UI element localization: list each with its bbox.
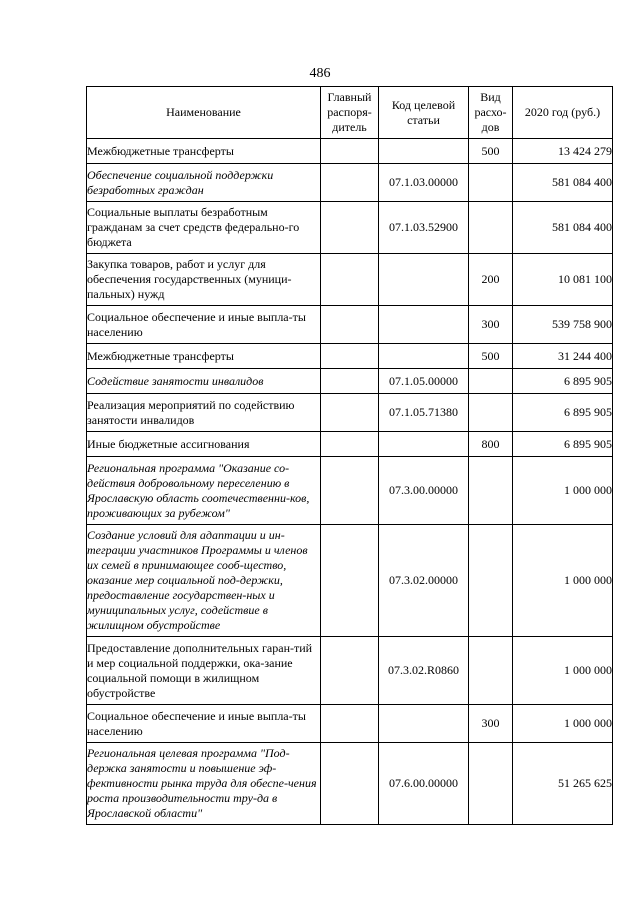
row-type <box>469 394 513 432</box>
row-name: Межбюджетные трансферты <box>87 139 321 164</box>
row-code: 07.6.00.00000 <box>379 743 469 825</box>
row-name: Иные бюджетные ассигнования <box>87 432 321 457</box>
row-code: 07.3.02.00000 <box>379 525 469 637</box>
header-code: Код целевой статьи <box>379 87 469 139</box>
table-row <box>87 432 613 457</box>
row-amount: 1 000 000 <box>513 457 613 525</box>
row-name: Содействие занятости инвалидов <box>87 369 321 394</box>
row-code: 07.1.05.71380 <box>379 394 469 432</box>
row-code <box>379 139 469 164</box>
row-code <box>379 344 469 369</box>
table-body <box>87 139 613 825</box>
row-amount: 1 000 000 <box>513 637 613 705</box>
table-row <box>87 525 613 637</box>
row-amount: 6 895 905 <box>513 369 613 394</box>
table-row <box>87 743 613 825</box>
row-name: Межбюджетные трансферты <box>87 344 321 369</box>
row-name: Социальное обеспечение и иные выпла-ты населению <box>87 306 321 344</box>
row-name: Создание условий для адаптации и ин-теграции участников Программы и членов их семей в принимающее сооб-щество, оказание мер социальной под-держки, предоставление государствен-ных и муниципальных услуг, содействие в жилищном обустройстве <box>87 525 321 637</box>
table-row <box>87 457 613 525</box>
row-amount: 539 758 900 <box>513 306 613 344</box>
table-row <box>87 344 613 369</box>
row-amount: 10 081 100 <box>513 254 613 306</box>
row-admin <box>321 306 379 344</box>
row-amount: 1 000 000 <box>513 705 613 743</box>
table-row <box>87 306 613 344</box>
row-code: 07.3.02.R0860 <box>379 637 469 705</box>
row-amount: 31 244 400 <box>513 344 613 369</box>
table-row <box>87 254 613 306</box>
row-amount: 581 084 400 <box>513 164 613 202</box>
row-type: 200 <box>469 254 513 306</box>
row-code <box>379 432 469 457</box>
row-type <box>469 164 513 202</box>
row-admin <box>321 369 379 394</box>
row-admin <box>321 743 379 825</box>
row-admin <box>321 344 379 369</box>
row-amount: 6 895 905 <box>513 394 613 432</box>
table-row <box>87 164 613 202</box>
row-amount: 6 895 905 <box>513 432 613 457</box>
row-name: Социальные выплаты безработным гражданам за счет средств федерально-го бюджета <box>87 202 321 254</box>
row-admin <box>321 394 379 432</box>
row-type <box>469 457 513 525</box>
budget-table <box>86 86 613 825</box>
row-type <box>469 743 513 825</box>
row-admin <box>321 432 379 457</box>
row-type: 500 <box>469 344 513 369</box>
row-admin <box>321 139 379 164</box>
header-type: Вид расхо-дов <box>469 87 513 139</box>
row-admin <box>321 457 379 525</box>
row-admin <box>321 637 379 705</box>
row-code: 07.1.05.00000 <box>379 369 469 394</box>
row-name: Предоставление дополнительных гаран-тий и мер социальной поддержки, ока-зание социальной помощи в жилищном обустройстве <box>87 637 321 705</box>
table-row <box>87 202 613 254</box>
header-amount: 2020 год (руб.) <box>513 87 613 139</box>
table-row <box>87 394 613 432</box>
row-code <box>379 254 469 306</box>
row-type: 300 <box>469 306 513 344</box>
row-type: 500 <box>469 139 513 164</box>
table-row <box>87 369 613 394</box>
row-code <box>379 306 469 344</box>
row-name: Реализация мероприятий по содействию занятости инвалидов <box>87 394 321 432</box>
row-name: Региональная программа "Оказание со-действия добровольному переселению в Ярославскую область соотечественни-ков, проживающих за рубежом" <box>87 457 321 525</box>
row-amount: 13 424 279 <box>513 139 613 164</box>
row-admin <box>321 525 379 637</box>
row-name: Региональная целевая программа "Под-держка занятости и повышение эф-фективности рынка труда для обеспе-чения роста производительности тру-да в Ярославской области" <box>87 743 321 825</box>
table-row <box>87 705 613 743</box>
table-row <box>87 637 613 705</box>
row-amount: 51 265 625 <box>513 743 613 825</box>
row-type <box>469 525 513 637</box>
row-name: Социальное обеспечение и иные выпла-ты населению <box>87 705 321 743</box>
row-type <box>469 637 513 705</box>
page-number: 486 <box>309 66 331 81</box>
row-admin <box>321 254 379 306</box>
table-row <box>87 139 613 164</box>
row-admin <box>321 705 379 743</box>
row-code: 07.3.00.00000 <box>379 457 469 525</box>
row-type: 800 <box>469 432 513 457</box>
row-amount: 1 000 000 <box>513 525 613 637</box>
row-name: Обеспечение социальной поддержки безработных граждан <box>87 164 321 202</box>
row-code <box>379 705 469 743</box>
row-code: 07.1.03.52900 <box>379 202 469 254</box>
table-header-row <box>87 87 613 139</box>
row-admin <box>321 164 379 202</box>
row-type: 300 <box>469 705 513 743</box>
row-code: 07.1.03.00000 <box>379 164 469 202</box>
header-name: Наименование <box>87 87 321 139</box>
row-amount: 581 084 400 <box>513 202 613 254</box>
row-type <box>469 202 513 254</box>
row-admin <box>321 202 379 254</box>
row-type <box>469 369 513 394</box>
header-admin: Главный распоря-дитель <box>321 87 379 139</box>
row-name: Закупка товаров, работ и услуг для обеспечения государственных (муници-пальных) нужд <box>87 254 321 306</box>
